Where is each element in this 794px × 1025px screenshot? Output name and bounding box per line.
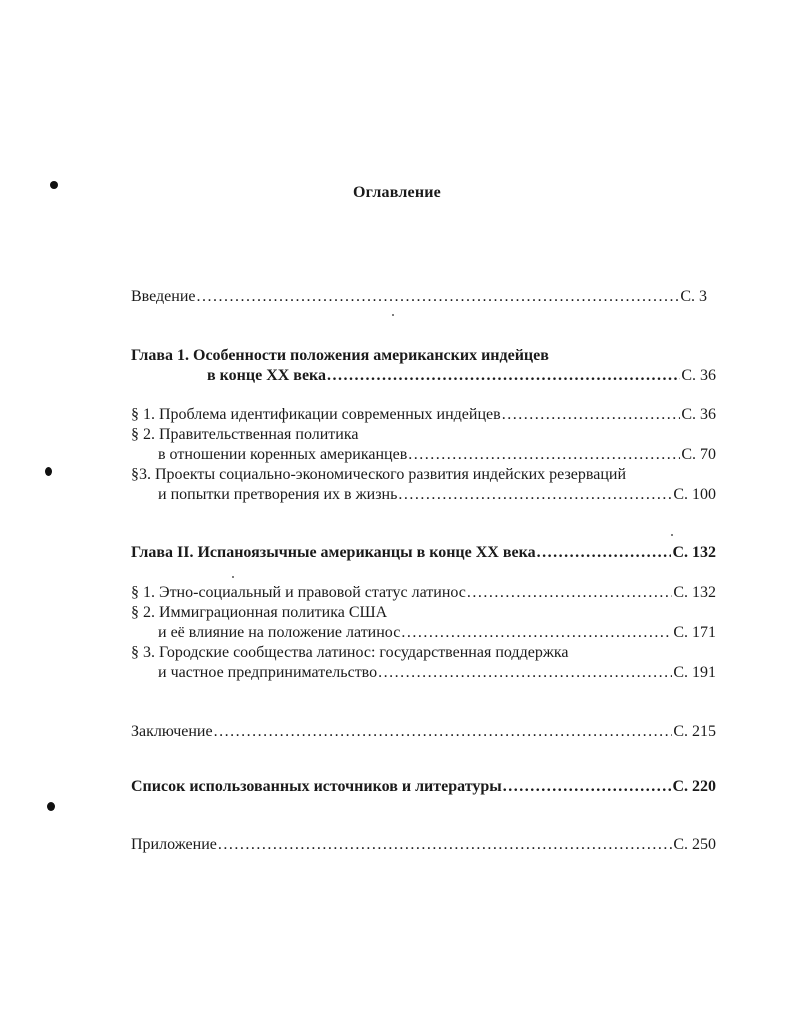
- section-title-cont: и частное предпринимательство: [158, 664, 378, 681]
- leader-dots: [218, 835, 672, 855]
- toc-entry-label: Приложение: [131, 836, 217, 853]
- scan-speck: [47, 802, 55, 811]
- toc-entry-page: С. 171: [673, 624, 716, 641]
- toc-chapter-2: [131, 543, 716, 563]
- section-title-cont: и её влияние на положение латинос: [158, 624, 401, 641]
- toc-section-1-2: [131, 425, 716, 465]
- scan-dust: [392, 314, 394, 316]
- chapter-title: Глава 1. Особенности положения американских индейцев: [131, 347, 549, 364]
- toc-entry-appendix: [131, 835, 716, 855]
- toc-entry-sources: [131, 777, 716, 797]
- toc-entry-page: С. 220: [672, 778, 716, 795]
- toc-entry-page: С. 100: [673, 486, 716, 503]
- leader-dots: [398, 485, 672, 505]
- section-title-cont: и попытки претворения их в жизнь: [158, 486, 398, 503]
- toc-section-1-1: [131, 405, 716, 425]
- section-title: § 2. Правительственная политика: [131, 426, 359, 443]
- toc-entry-label: Список использованных источников и литературы: [131, 778, 502, 795]
- toc-entry-page: С. 215: [673, 723, 716, 740]
- section-title: §3. Проекты социально-экономического развития индейских резерваций: [131, 466, 627, 483]
- toc-section-2-1: [131, 583, 716, 603]
- toc-section-2-2: [131, 603, 716, 643]
- toc-entry-page: С. 3: [680, 288, 707, 305]
- toc-entry-page: С. 132: [673, 584, 716, 601]
- leader-dots: [537, 543, 672, 563]
- leader-dots: [408, 445, 680, 465]
- toc-entry-page: С. 70: [681, 446, 716, 463]
- section-title: § 1. Этно-социальный и правовой статус латинос: [131, 584, 466, 601]
- leader-dots: [401, 623, 672, 643]
- leader-dots: [502, 405, 681, 425]
- scan-dust: [671, 534, 673, 536]
- toc-entry-label: Заключение: [131, 723, 213, 740]
- toc-section-2-3: [131, 643, 716, 683]
- chapter-title: Глава II. Испаноязычные американцы в конце XX века: [131, 544, 536, 561]
- scan-speck: [45, 467, 52, 476]
- scan-dust: [232, 576, 234, 578]
- leader-dots: [214, 722, 673, 742]
- section-title: § 3. Городские сообщества латинос: государственная поддержка: [131, 644, 569, 661]
- section-title: § 2. Иммиграционная политика США: [131, 604, 388, 621]
- toc-entry-page: С. 132: [672, 544, 716, 561]
- toc-entry-page: С. 191: [673, 664, 716, 681]
- page-title: Оглавление: [353, 184, 441, 201]
- leader-dots: [327, 366, 680, 386]
- toc-entry-intro: [131, 287, 707, 307]
- toc-entry-page: С. 250: [673, 836, 716, 853]
- toc-entry-conclusion: [131, 722, 716, 742]
- leader-dots: [467, 583, 672, 603]
- leader-dots: [503, 777, 672, 797]
- toc-entry-label: Введение: [131, 288, 196, 305]
- toc-entry-page: С. 36: [681, 406, 716, 423]
- toc-section-1-3: [131, 465, 716, 505]
- toc-chapter-1: [131, 346, 721, 386]
- chapter-title-cont: в конце XX века: [207, 367, 327, 384]
- leader-dots: [378, 663, 672, 683]
- section-title: § 1. Проблема идентификации современных индейцев: [131, 406, 501, 423]
- toc-entry-page: С. 36: [681, 367, 716, 384]
- section-title-cont: в отношении коренных американцев: [158, 446, 408, 463]
- leader-dots: [197, 287, 680, 307]
